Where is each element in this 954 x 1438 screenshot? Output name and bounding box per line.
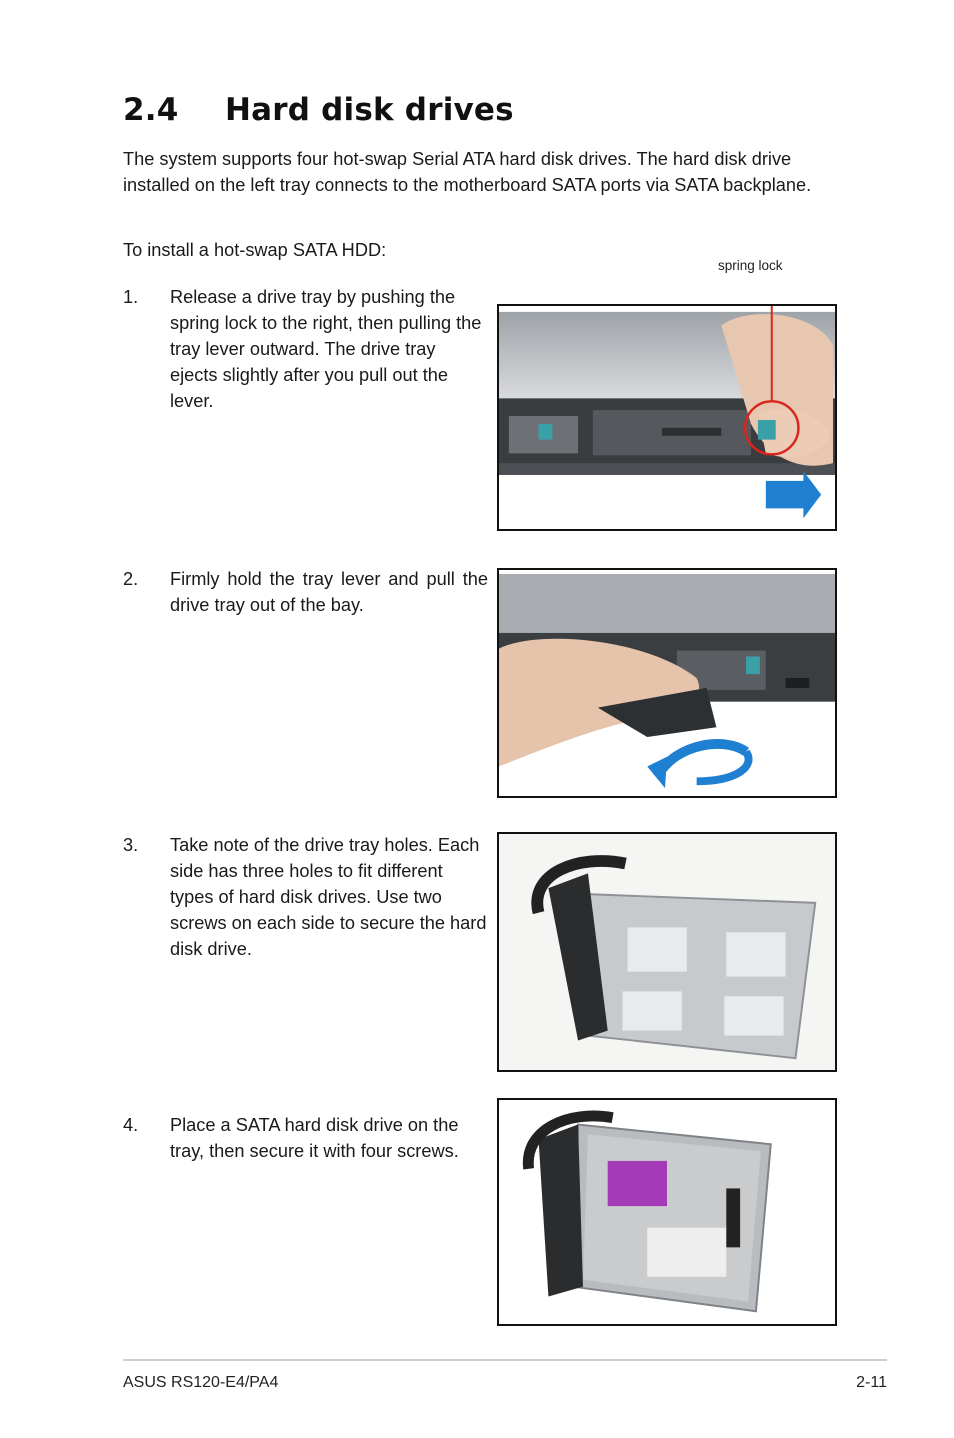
spring-lock-callout: spring lock — [718, 258, 783, 273]
intro-paragraph: The system supports four hot-swap Serial ATA hard disk drives. The hard disk drive installed on the left tray connects to the motherboard SATA ports via SATA backplane. — [123, 149, 812, 195]
step-number: 1. — [123, 287, 139, 307]
step-text: Firmly hold the tray lever and pull the drive tray out of the bay. — [170, 569, 488, 615]
section-title-text: Hard disk drives — [225, 92, 514, 128]
step-number: 4. — [123, 1115, 139, 1135]
step-text: Release a drive tray by pushing the spring lock to the right, then pulling the tray lever outward. The drive tray ejects slightly after you pull out the lever. — [170, 287, 482, 411]
photo-drive-tray — [497, 832, 837, 1072]
section-number: 2.4 — [123, 92, 179, 128]
footer-model: ASUS RS120-E4/PA4 — [123, 1374, 279, 1391]
section-title — [123, 92, 514, 128]
step-number: 3. — [123, 835, 139, 855]
step-3 — [123, 832, 488, 962]
photo-hdd-on-tray — [497, 1098, 837, 1326]
step-2 — [123, 566, 488, 618]
hdd-on-tray-illustration — [499, 1100, 835, 1324]
drive-tray-illustration — [499, 834, 835, 1070]
photo-release-tray — [497, 304, 837, 531]
step-text: Take note of the drive tray holes. Each side has three holes to fit different types of hard disk drives. Use two screws on each side to secure the hard disk drive. — [170, 835, 487, 959]
step-number: 2. — [123, 569, 139, 589]
server-front-illustration — [499, 306, 835, 529]
step-1 — [123, 284, 488, 414]
install-heading: To install a hot-swap SATA HDD: — [123, 240, 387, 260]
footer-page-number: 2-11 — [856, 1374, 887, 1391]
step-text: Place a SATA hard disk drive on the tray, then secure it with four screws. — [170, 1115, 459, 1161]
step-4 — [123, 1112, 488, 1164]
footer-rule — [123, 1359, 887, 1361]
pull-tray-illustration — [499, 570, 835, 796]
photo-pull-tray — [497, 568, 837, 798]
